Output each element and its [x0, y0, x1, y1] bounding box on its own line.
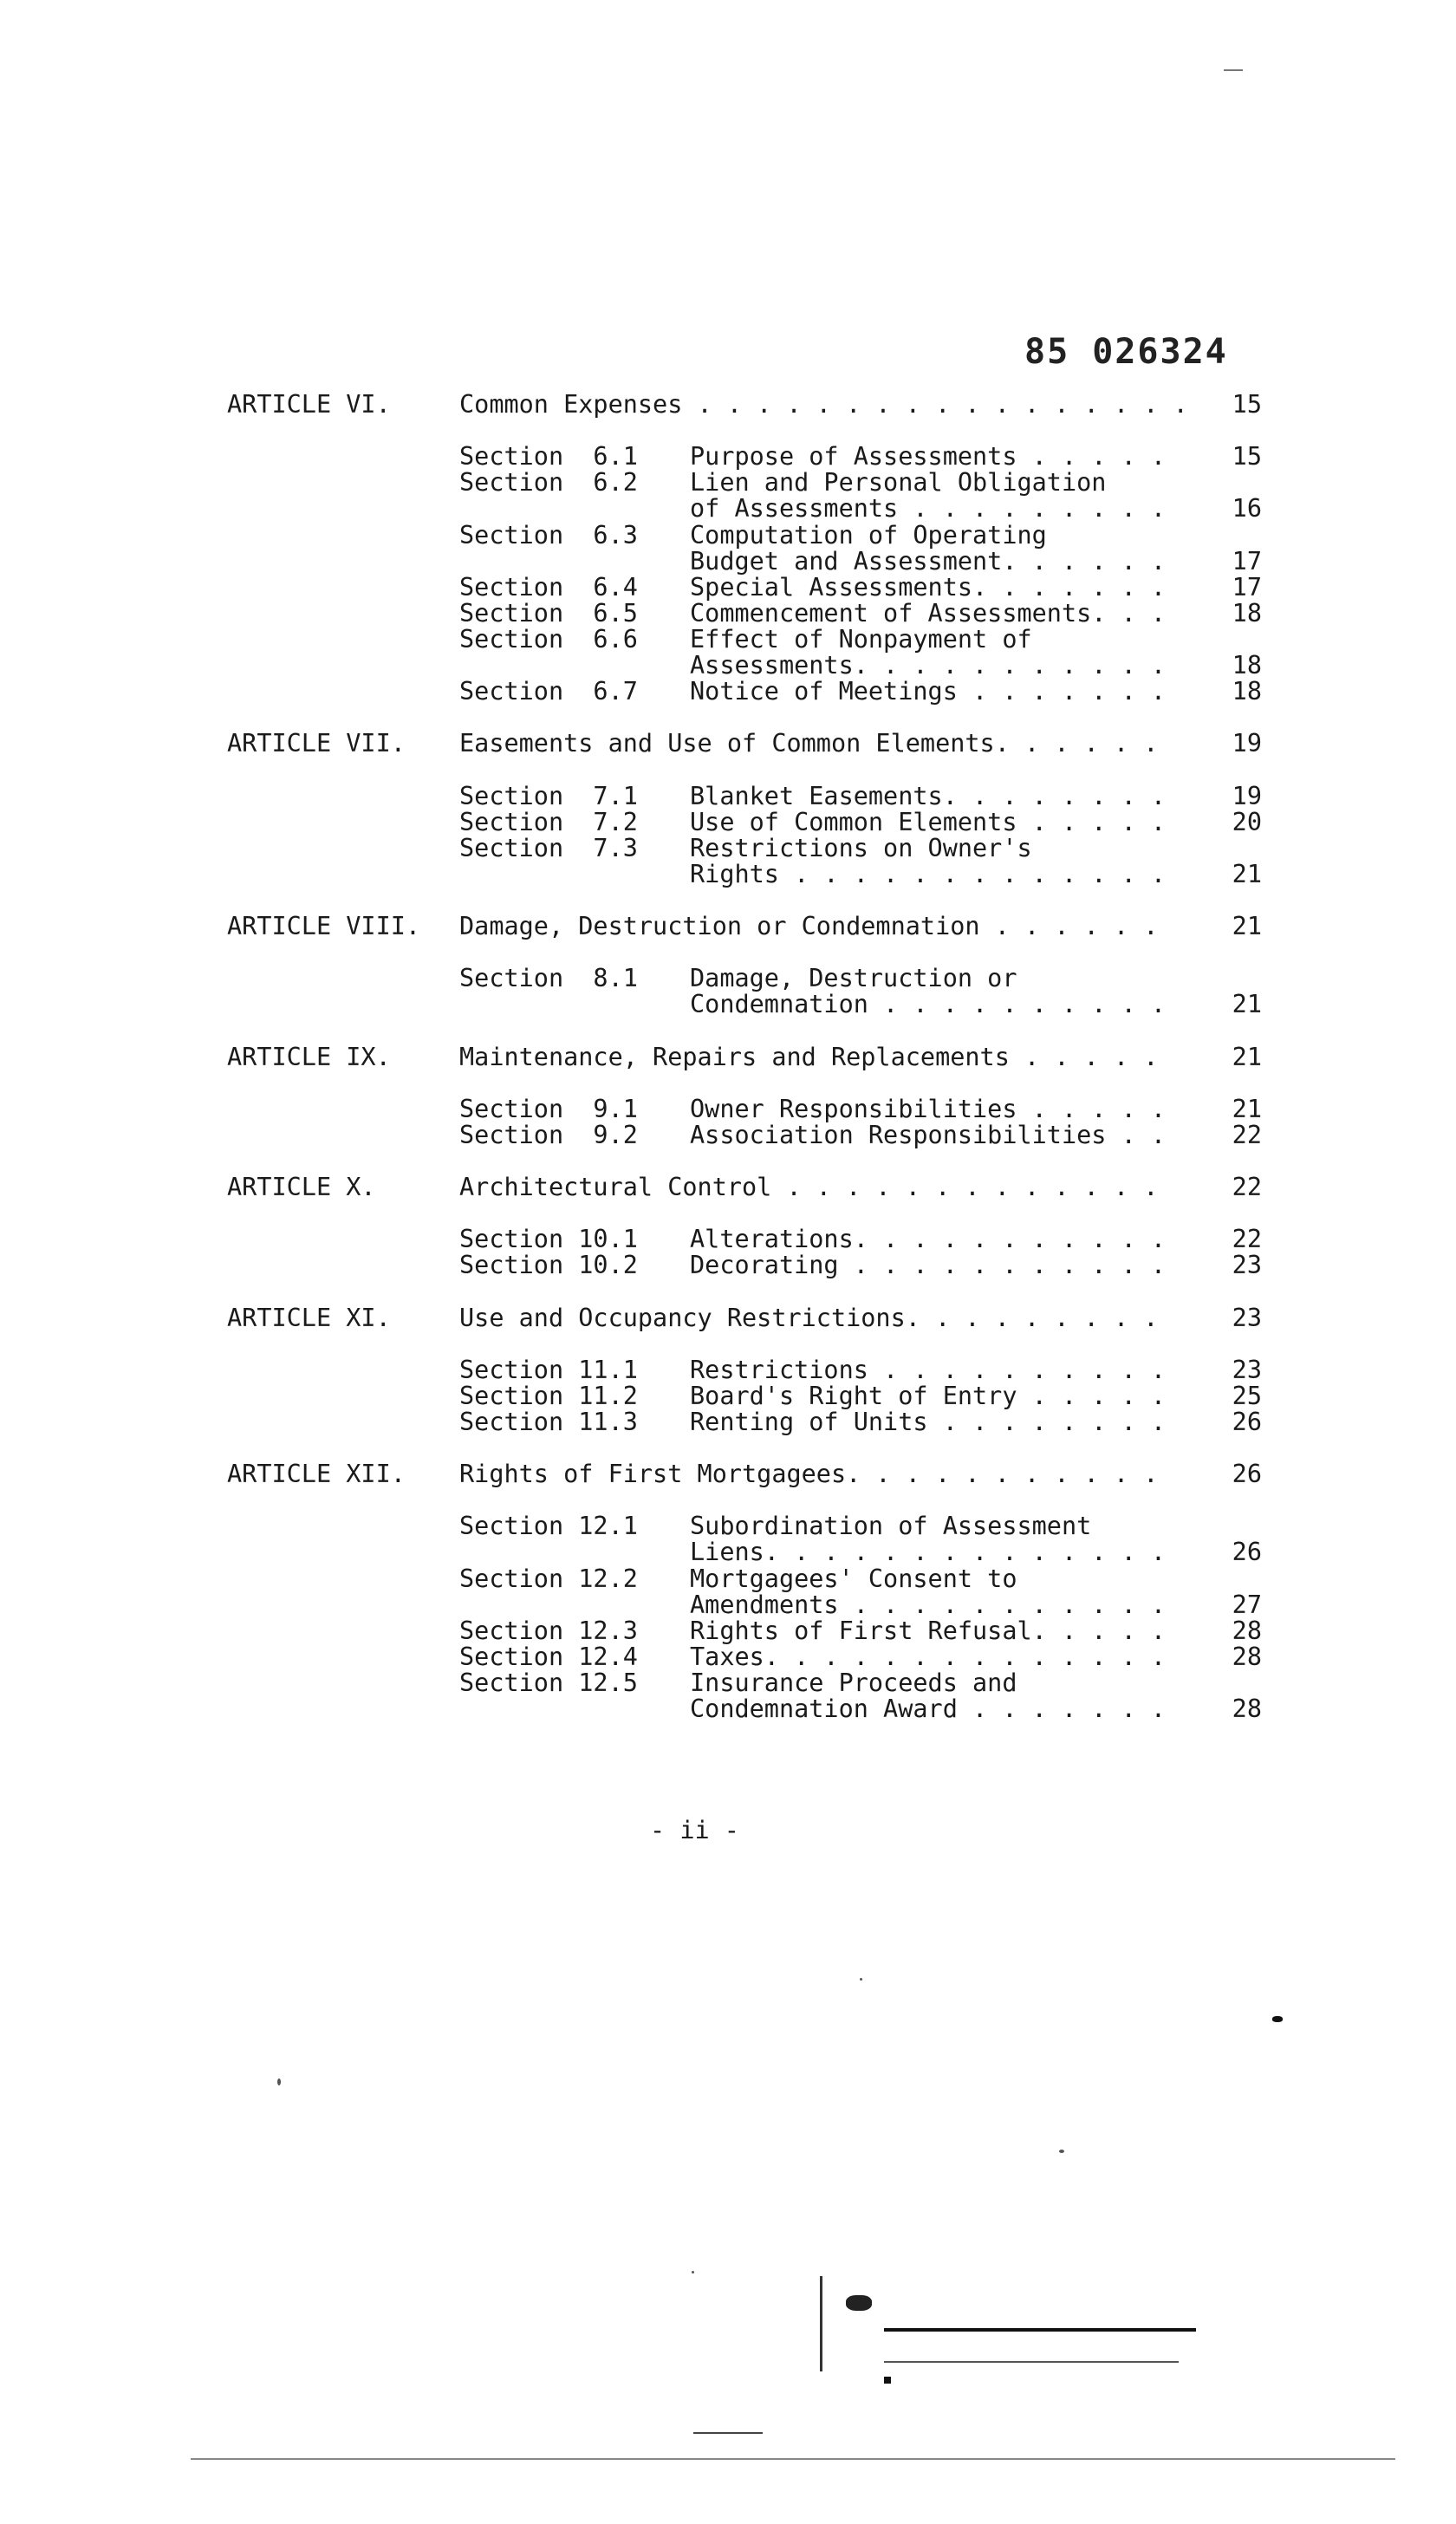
section-title-line: Liens. . . . . . . . . . . . . .	[690, 1538, 1167, 1567]
section-page-number: 18	[1232, 598, 1262, 628]
section-title-line: Subordination of Assessment	[690, 1512, 1092, 1541]
section-page-number: 28	[1232, 1694, 1262, 1723]
section-title-line: Condemnation Award . . . . . . .	[690, 1694, 1167, 1723]
article-label: ARTICLE X.	[227, 1173, 376, 1201]
section-page-number: 25	[1232, 1381, 1262, 1410]
article-label: ARTICLE XII.	[227, 1460, 406, 1489]
section-label: Section 9.2	[459, 1120, 638, 1149]
section-page-number: 16	[1232, 494, 1262, 524]
section-page-number: 18	[1232, 677, 1262, 706]
section-page-number: 21	[1232, 859, 1262, 888]
recording-stamp-number: 85 026324	[1024, 332, 1228, 372]
speck	[860, 1978, 862, 1981]
section-title-line: Notice of Meetings . . . . . . .	[690, 677, 1167, 706]
section-title-line: Special Assessments. . . . . . .	[690, 572, 1167, 602]
section-title-line: Commencement of Assessments. . .	[690, 598, 1167, 628]
section-page-number: 28	[1232, 1642, 1262, 1671]
section-title-line: Restrictions . . . . . . . . . .	[690, 1355, 1167, 1384]
article-label: ARTICLE IX.	[227, 1042, 391, 1071]
speck	[1059, 2150, 1064, 2153]
section-title-line: Renting of Units . . . . . . . .	[690, 1407, 1167, 1436]
article-label: ARTICLE VII.	[227, 729, 406, 758]
section-page-number: 27	[1232, 1590, 1262, 1619]
section-label: Section 12.5	[459, 1668, 638, 1697]
article-page-number: 26	[1232, 1460, 1262, 1489]
speck	[692, 2271, 694, 2274]
section-label: Section 11.1	[459, 1355, 638, 1384]
section-title-line: Blanket Easements. . . . . . . .	[690, 781, 1167, 810]
bullet-mark	[884, 2377, 891, 2384]
section-title-line: Restrictions on Owner's	[690, 833, 1032, 862]
section-page-number: 23	[1232, 1251, 1262, 1280]
section-title-line: Purpose of Assessments . . . . .	[690, 442, 1167, 472]
article-title: Easements and Use of Common Elements. . . . . .	[459, 729, 1159, 758]
section-title-line: of Assessments . . . . . . . . .	[690, 494, 1167, 524]
smudge-mark	[846, 2295, 872, 2311]
section-title-line: Taxes. . . . . . . . . . . . . .	[690, 1642, 1167, 1671]
top-right-dash	[1224, 69, 1243, 71]
section-label: Section 6.4	[459, 572, 638, 602]
section-title-line: Rights of First Refusal. . . . .	[690, 1616, 1167, 1645]
section-title-line: Owner Responsibilities . . . . .	[690, 1094, 1167, 1123]
section-title-line: Insurance Proceeds and	[690, 1668, 1017, 1697]
section-title-line: Mortgagees' Consent to	[690, 1564, 1017, 1593]
section-page-number: 18	[1232, 650, 1262, 680]
article-title: Use and Occupancy Restrictions. . . . . . . . .	[459, 1303, 1159, 1332]
article-page-number: 21	[1232, 1042, 1262, 1071]
article-page-number: 15	[1232, 390, 1262, 419]
section-label: Section 6.2	[459, 468, 638, 498]
section-title-line: Effect of Nonpayment of	[690, 624, 1032, 654]
article-title: Damage, Destruction or Condemnation . . . . . .	[459, 912, 1159, 940]
section-title-line: Board's Right of Entry . . . . .	[690, 1381, 1167, 1410]
section-label: Section 10.1	[459, 1225, 638, 1254]
bottom-dash-line	[191, 2458, 1395, 2460]
section-label: Section 11.3	[459, 1407, 638, 1436]
section-title-line: Association Responsibilities . .	[690, 1120, 1167, 1149]
section-page-number: 26	[1232, 1538, 1262, 1567]
corner-mark	[1272, 2016, 1283, 2022]
section-title-line: Amendments . . . . . . . . . . .	[690, 1590, 1167, 1619]
article-title: Maintenance, Repairs and Replacements . . . . .	[459, 1042, 1159, 1071]
section-label: Section 6.7	[459, 677, 638, 706]
article-label: ARTICLE VIII.	[227, 912, 421, 940]
section-title-line: Condemnation . . . . . . . . . .	[690, 990, 1167, 1019]
article-page-number: 23	[1232, 1303, 1262, 1332]
section-label: Section 6.6	[459, 624, 638, 654]
section-label: Section 11.2	[459, 1381, 638, 1410]
section-title-line: Decorating . . . . . . . . . . .	[690, 1251, 1167, 1280]
section-page-number: 22	[1232, 1225, 1262, 1254]
article-page-number: 21	[1232, 912, 1262, 940]
speck	[277, 2078, 281, 2085]
section-title-line: Lien and Personal Obligation	[690, 468, 1107, 498]
section-label: Section 9.1	[459, 1094, 638, 1123]
section-label: Section 6.1	[459, 442, 638, 472]
section-label: Section 8.1	[459, 964, 638, 993]
section-label: Section 7.3	[459, 833, 638, 862]
section-label: Section 7.1	[459, 781, 638, 810]
section-label: Section 12.2	[459, 1564, 638, 1593]
margin-bracket-mark	[820, 2276, 822, 2371]
section-label: Section 6.3	[459, 520, 638, 550]
section-page-number: 17	[1232, 572, 1262, 602]
article-label: ARTICLE XI.	[227, 1303, 391, 1332]
signature-line-thin	[884, 2361, 1179, 2363]
section-title-line: Rights . . . . . . . . . . . . .	[690, 859, 1167, 888]
article-title: Rights of First Mortgagees. . . . . . . . . . .	[459, 1460, 1159, 1489]
section-title-line: Alterations. . . . . . . . . . .	[690, 1225, 1167, 1254]
section-title-line: Damage, Destruction or	[690, 964, 1017, 993]
section-title-line: Use of Common Elements . . . . .	[690, 807, 1167, 836]
section-page-number: 20	[1232, 807, 1262, 836]
section-page-number: 21	[1232, 990, 1262, 1019]
section-page-number: 22	[1232, 1120, 1262, 1149]
page-folio: - ii -	[650, 1816, 739, 1844]
section-title-line: Computation of Operating	[690, 520, 1047, 550]
section-page-number: 17	[1232, 546, 1262, 576]
section-title-line: Assessments. . . . . . . . . . .	[690, 650, 1167, 680]
short-dash	[693, 2432, 763, 2434]
section-label: Section 7.2	[459, 807, 638, 836]
section-label: Section 10.2	[459, 1251, 638, 1280]
signature-line	[884, 2328, 1196, 2332]
section-page-number: 15	[1232, 442, 1262, 472]
section-title-line: Budget and Assessment. . . . . .	[690, 546, 1167, 576]
section-page-number: 26	[1232, 1407, 1262, 1436]
section-page-number: 28	[1232, 1616, 1262, 1645]
article-page-number: 19	[1232, 729, 1262, 758]
section-label: Section 12.1	[459, 1512, 638, 1541]
section-page-number: 19	[1232, 781, 1262, 810]
section-page-number: 23	[1232, 1355, 1262, 1384]
section-label: Section 6.5	[459, 598, 638, 628]
section-page-number: 21	[1232, 1094, 1262, 1123]
article-title: Architectural Control . . . . . . . . . . . . .	[459, 1173, 1159, 1201]
article-label: ARTICLE VI.	[227, 390, 391, 419]
section-label: Section 12.3	[459, 1616, 638, 1645]
article-page-number: 22	[1232, 1173, 1262, 1201]
article-title: Common Expenses . . . . . . . . . . . . . . . . .	[459, 390, 1188, 419]
section-label: Section 12.4	[459, 1642, 638, 1671]
